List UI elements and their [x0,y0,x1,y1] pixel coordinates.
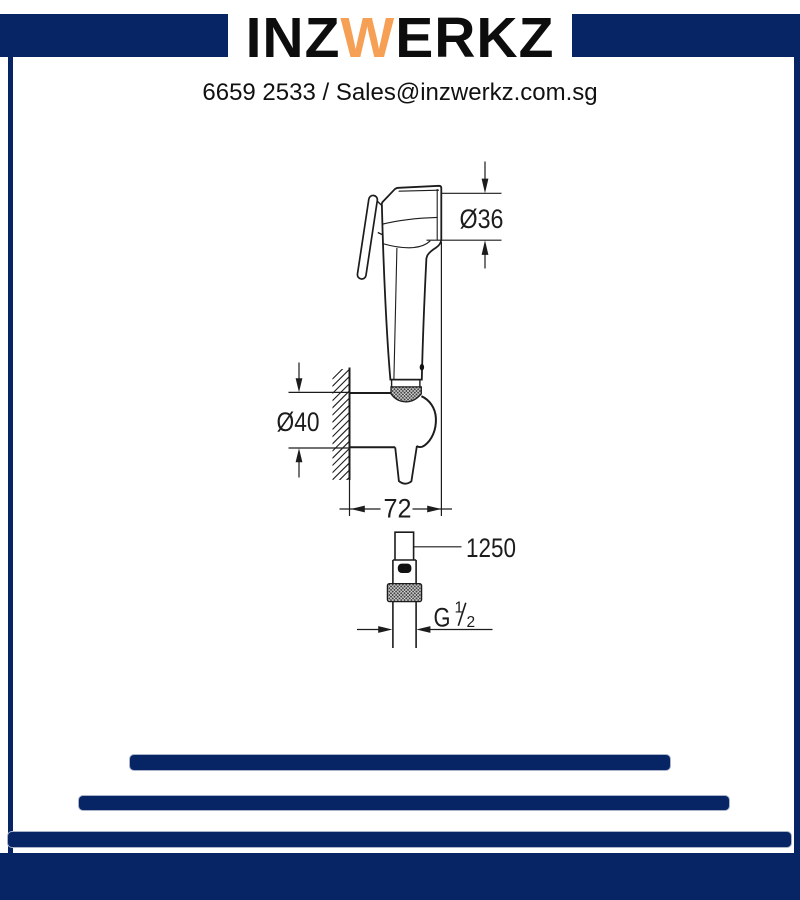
technical-drawing [250,140,580,680]
dim-g12 [357,600,493,633]
decor-bar-3 [8,832,791,847]
handle-dot [420,364,424,371]
decor-bar-1 [130,755,670,770]
dim-label-d40: Ø40 [276,407,320,437]
bottom-navy-band [0,853,800,900]
dim-label-g-sub: 2 [466,614,476,631]
knurl-ring-nut [387,584,421,602]
knurl-ring-upper [391,387,421,402]
dim-label-1250: 1250 [466,533,516,563]
logo-highlight-w: W [340,6,396,70]
dim-label-g: G [433,602,451,633]
dim-d36 [427,162,504,269]
dim-label-d36: Ø36 [459,204,504,234]
logo-box [228,0,572,70]
wall-holder [350,393,436,484]
wall-hatching [332,362,350,502]
connector-slot [398,564,412,573]
dim-label-g-sup: 1 [454,599,464,617]
dim-1250 [414,533,516,563]
trigger-lever [357,195,378,280]
spray-head [382,186,442,387]
contact-line: 6659 2533 / Sales@inzwerkz.com.sg [202,79,598,106]
brand-logo [228,0,572,70]
dim-label-72: 72 [383,493,412,524]
logo-part1: INZ [245,6,341,70]
decor-bar-2 [79,796,729,810]
logo-part2: ERKZ [395,6,555,70]
